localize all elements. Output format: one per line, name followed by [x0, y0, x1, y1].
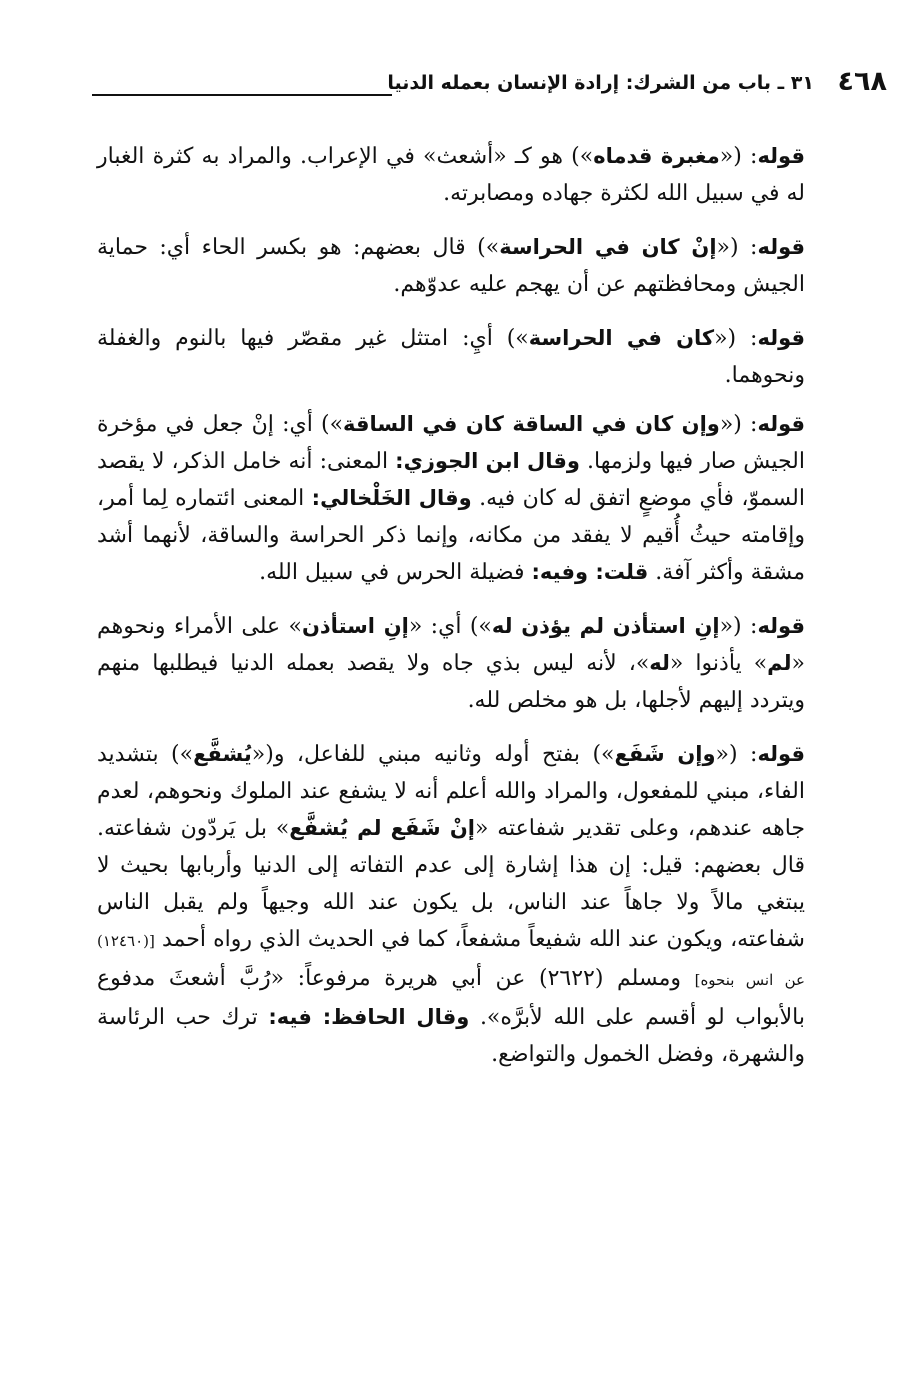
- bold-phrase: وقال الحافظ: فيه:: [268, 1005, 470, 1029]
- text-run: ») بفتح أوله وثانيه مبني للفاعل، و(«: [251, 742, 615, 767]
- entry-keyword: قوله: [757, 614, 805, 638]
- text-run: ترك حب الرئاسة والشهرة، وفضل الخمول والتواضع.: [97, 1005, 805, 1067]
- body-text: [97, 138, 805, 1090]
- bold-phrase: مغبرة قدماه: [593, 144, 720, 168]
- text-run: فضيلة الحرس في سبيل الله.: [259, 560, 532, 585]
- page-number: ٤٦٨: [837, 66, 887, 97]
- bold-phrase: له: [649, 651, 670, 675]
- paragraph: [97, 229, 805, 303]
- paragraph: [97, 320, 805, 394]
- text-run: ») بتشديد الفاء، مبني للمفعول، والمراد والله أعلم أنه لا يشفع عند الملوك ونحوهم، لعدم جاهه عندهم، وعلى تقدير شفاعته «: [97, 742, 805, 841]
- entry-keyword: قوله: [757, 742, 805, 766]
- bold-phrase: وقال الخَلْخالي:: [311, 486, 472, 510]
- text-run: : («: [715, 742, 758, 767]
- text-run: ومسلم (٢٦٢٢) عن أبي هريرة مرفوعاً: «رُبَّ أشعثَ مدفوع بالأبواب لو أقسم على الله لأبرَّه».: [97, 966, 805, 1030]
- text-run: ») هو كـ «أشعث» في الإعراب. والمراد به كثرة الغبار له في سبيل الله لكثرة جهاده ومصابرته.: [97, 144, 805, 206]
- bold-phrase: إنْ كان في الحراسة: [499, 235, 717, 259]
- paragraph: [97, 406, 805, 591]
- text-run: » بل يَردّون شفاعته. قال بعضهم: قيل: إن هذا إشارة إلى عدم التفاته إلى الدنيا وأربابها بحيث لا يبتغي مالاً ولا جاهاً عند الناس، بل يكون عند الله وجيهاً ولم يقبل الناس شفاعته، ويكون عند الله شفيعاً مشفعاً، كما في الحديث الذي رواه أحمد: [97, 816, 805, 952]
- bold-phrase: قلت: وفيه:: [531, 560, 649, 584]
- bold-phrase: يُشفَّع: [193, 742, 252, 766]
- text-run: المعنى ائتماره لِما أمر، وإقامته حيثُ أُقيم لا يفقد من مكانه، وإنما ذكر الحراسة والساقة، لأنهما أشد مشقة وأكثر آفة.: [97, 486, 805, 585]
- text-run: » يأذنوا «: [669, 651, 768, 676]
- text-run: : («: [716, 235, 758, 260]
- text-run: : («: [719, 144, 758, 169]
- chapter-running-title: ٣١ ـ باب من الشرك: إرادة الإنسان بعمله الدنيا: [387, 72, 814, 94]
- bold-phrase: إنِ استأذن: [301, 614, 409, 638]
- paragraph: [97, 736, 805, 1073]
- bold-phrase: وإن شَفَع: [614, 742, 716, 766]
- text-run: ») أي: «: [408, 614, 492, 639]
- text-run: : («: [719, 412, 758, 437]
- text-run: ») أي: إنْ جعل في مؤخرة الجيش صار فيها ولزمها.: [97, 412, 805, 474]
- text-run: ») قال بعضهم: هو بكسر الحاء أي: حماية الجيش ومحافظتهم عن أن يهجم عليه عدوّهم.: [97, 235, 805, 297]
- text-run: »، لأنه ليس بذي جاه ولا يقصد بعمله الدنيا فيطلبها منهم ويتردد إليهم لأجلها، بل هو مخلص لله.: [97, 651, 805, 713]
- entry-keyword: قوله: [757, 235, 805, 259]
- text-run: : («: [714, 326, 758, 351]
- reference-note: [(١٢٤٦٠) عن انس بنحوه]: [97, 932, 805, 989]
- paragraph: [97, 608, 805, 719]
- text-run: ») أيِ: امتثل غير مقصّر فيها بالنوم والغفلة ونحوهما.: [97, 326, 805, 388]
- bold-phrase: إنْ شَفَع لم يُشفَّع: [289, 816, 475, 840]
- entry-keyword: قوله: [757, 412, 805, 436]
- bold-phrase: إنِ استأذن لم يؤذن له: [491, 614, 720, 638]
- entry-keyword: قوله: [757, 144, 805, 168]
- bold-phrase: كان في الحراسة: [528, 326, 715, 350]
- paragraph: [97, 138, 805, 212]
- header-rule: [92, 94, 392, 96]
- text-run: المعنى: أنه خامل الذكر، لا يقصد السموّ، فأي موضعٍ اتفق له كان فيه.: [97, 449, 805, 511]
- bold-phrase: وإن كان في الساقة كان في الساقة: [343, 412, 720, 436]
- bold-phrase: لم: [767, 651, 792, 675]
- bold-phrase: وقال ابن الجوزي:: [395, 449, 580, 473]
- text-run: » على الأمراء ونحوهم «: [97, 614, 805, 676]
- entry-keyword: قوله: [757, 326, 805, 350]
- text-run: : («: [719, 614, 758, 639]
